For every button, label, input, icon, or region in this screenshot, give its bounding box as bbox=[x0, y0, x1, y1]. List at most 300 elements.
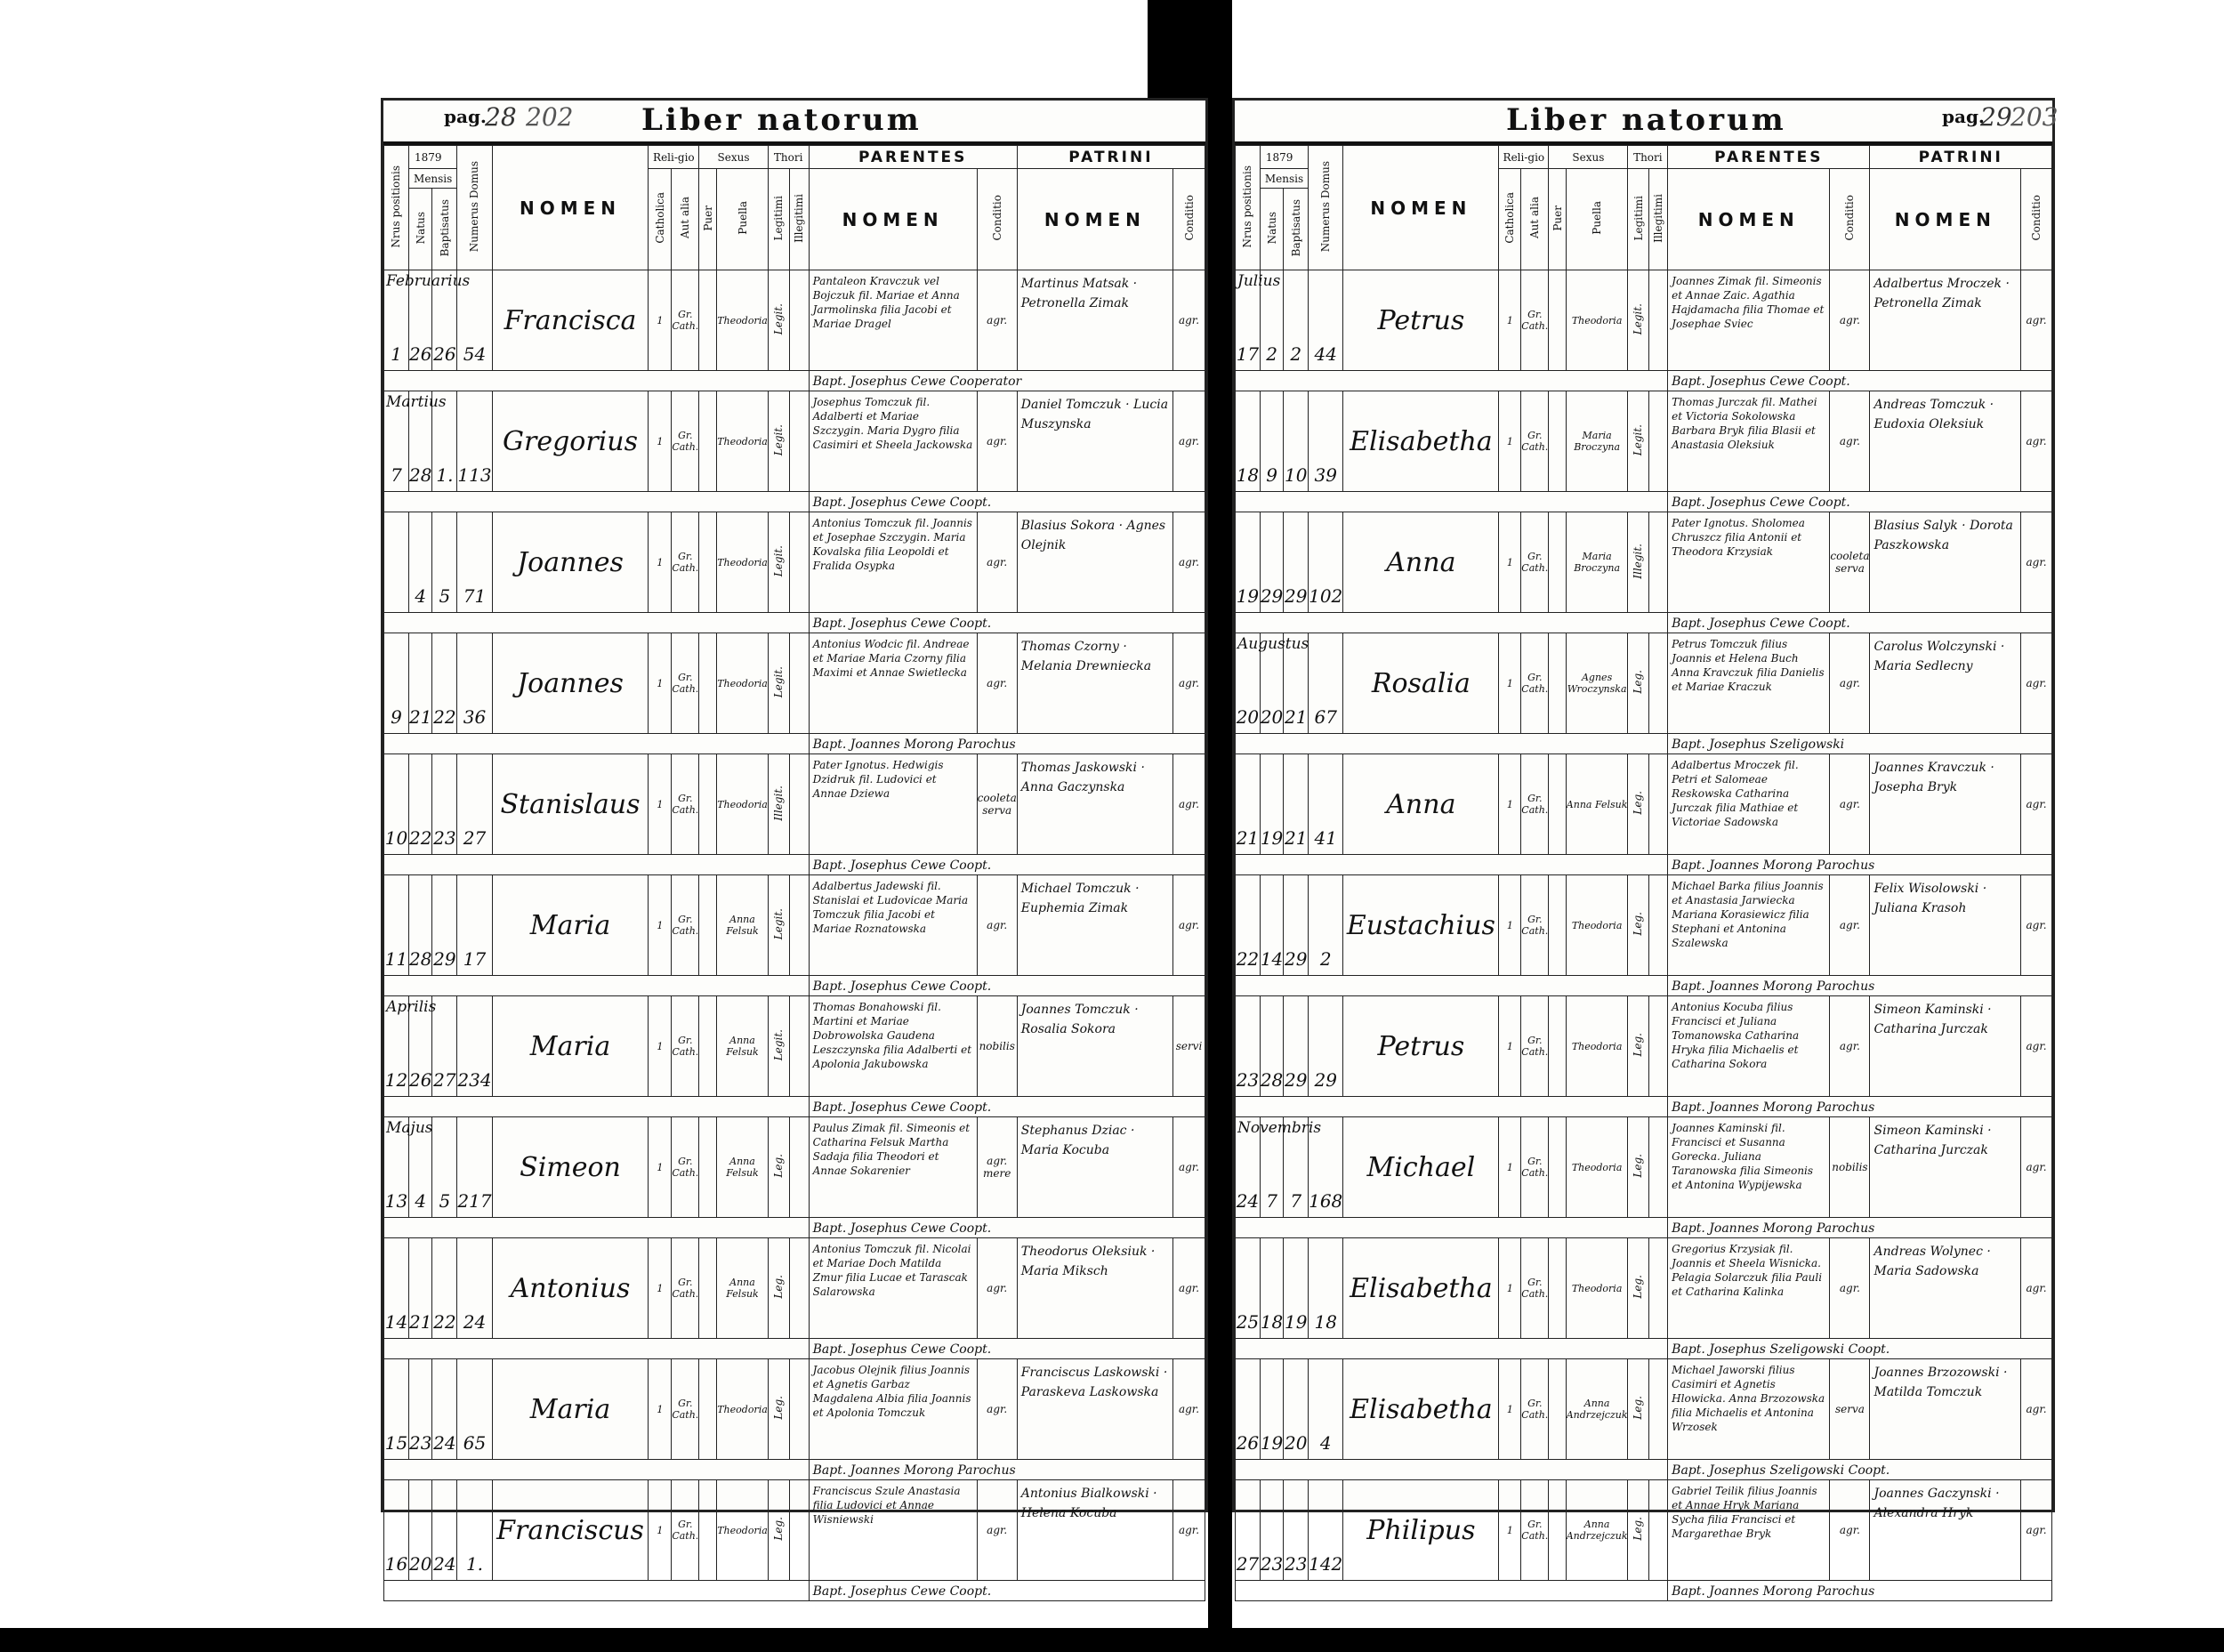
entry-sexus: Anna Felsuk bbox=[1566, 798, 1628, 810]
cell-nomen bbox=[1343, 633, 1499, 734]
entry-patrini: Michael Tomczuk · Euphemia Zimak bbox=[1020, 882, 1140, 915]
col-natus bbox=[1260, 189, 1283, 270]
cell-baptizans bbox=[809, 734, 1205, 754]
cell-nrus bbox=[1236, 270, 1281, 371]
entry-patrini-conditio: agr. bbox=[2026, 1282, 2047, 1294]
entry-baptisatus: 29 bbox=[433, 948, 456, 970]
cell-domus bbox=[1309, 512, 1343, 613]
entry-parentes-conditio: agr. bbox=[1839, 1282, 1860, 1294]
entry-domus: 1. bbox=[465, 1553, 484, 1575]
cell-puer bbox=[699, 875, 717, 976]
col-parentes bbox=[809, 146, 1017, 169]
entry-patrini: Thomas Jaskowski · Anna Gaczynska bbox=[1020, 761, 1145, 794]
religio-header: Reli-gio bbox=[1503, 150, 1545, 164]
baptizans-row bbox=[384, 976, 1205, 996]
cell-puella bbox=[717, 1238, 769, 1339]
cell-patrini-nomen bbox=[1870, 1117, 2021, 1218]
entry-name: Joannes bbox=[517, 667, 624, 699]
entry-religio: Gr. Cath. bbox=[1521, 1519, 1549, 1542]
cell-parentes-conditio bbox=[977, 1359, 1017, 1460]
entry-number: 14 bbox=[384, 1311, 408, 1333]
baptizans-row bbox=[384, 734, 1205, 754]
col-sexus bbox=[1549, 146, 1628, 169]
register-entry bbox=[1236, 875, 2052, 976]
cell-catholica: 1 bbox=[1499, 1117, 1521, 1218]
entry-thori: Legit. bbox=[771, 423, 785, 456]
baptizans-row bbox=[1236, 1581, 2052, 1601]
entry-domus: 17 bbox=[463, 948, 487, 970]
entry-natus: 21 bbox=[408, 1311, 432, 1333]
cell-baptisatus bbox=[1284, 270, 1309, 371]
cell-baptisatus bbox=[1284, 1359, 1309, 1460]
cell-aut-alia bbox=[672, 270, 699, 371]
cell-nrus bbox=[1236, 1117, 1322, 1218]
entry-baptisatus: 29 bbox=[1284, 1069, 1308, 1091]
entry-name: Elisabetha bbox=[1350, 1393, 1493, 1425]
entry-patrini-conditio: agr. bbox=[2026, 556, 2047, 568]
cell-illegitimi bbox=[1648, 1238, 1667, 1339]
entry-parentes: Antonius Tomczuk fil. Joannis et Josephae Szczygin. Maria Kovalska filia Leopoldi et Fralida Osypka bbox=[812, 517, 972, 572]
cell-domus bbox=[457, 391, 492, 492]
cell-legitimi bbox=[1628, 1117, 1648, 1218]
entry-parentes-conditio: agr. bbox=[1839, 677, 1860, 689]
entry-name: Anna bbox=[1386, 788, 1456, 820]
cell-patrini-conditio bbox=[2021, 1238, 2052, 1339]
cell-aut-alia bbox=[672, 1359, 699, 1460]
cell-natus bbox=[1260, 1238, 1283, 1339]
cell-parentes-conditio bbox=[1830, 1238, 1870, 1339]
entry-thori: Legit. bbox=[771, 907, 785, 940]
cell-aut-alia bbox=[1521, 1359, 1549, 1460]
cell-puer bbox=[699, 1238, 717, 1339]
baptizans-spacer bbox=[1236, 1339, 1668, 1359]
cell-parentes-nomen bbox=[809, 1117, 977, 1218]
cell-illegitimi bbox=[1648, 1117, 1667, 1218]
entry-patrini: Felix Wisolowski · Juliana Krasoh bbox=[1873, 882, 1987, 915]
entry-number: 20 bbox=[1236, 706, 1260, 728]
entry-thori: Leg. bbox=[1632, 1517, 1645, 1541]
entry-religio: Gr. Cath. bbox=[1521, 1156, 1549, 1179]
entry-patrini: Joannes Brzozowski · Matilda Tomczuk bbox=[1873, 1366, 2008, 1399]
scan-gutter bbox=[1148, 0, 1208, 98]
scan-border-bottom bbox=[0, 1628, 2224, 1652]
cell-catholica: 1 bbox=[649, 270, 672, 371]
entry-parentes: Joannes Zimak fil. Simeonis et Annae Zaic. Agathia Hajdamacha filia Thomae et Josephae Sviec bbox=[1672, 275, 1825, 330]
entry-religio: Gr. Cath. bbox=[672, 551, 699, 574]
baptizans-row bbox=[1236, 371, 2052, 391]
baptizans-spacer bbox=[1236, 1218, 1668, 1238]
entry-sexus: Theodoria bbox=[1571, 314, 1623, 326]
sexus-header: Sexus bbox=[717, 150, 750, 164]
cell-puella bbox=[717, 1117, 769, 1218]
col-patrini-nomen bbox=[1017, 169, 1172, 270]
entry-patrini-conditio: agr. bbox=[2026, 1403, 2047, 1415]
page-number: 29 bbox=[1980, 102, 2012, 132]
cell-illegitimi bbox=[1648, 633, 1667, 734]
header-row bbox=[1236, 146, 2052, 169]
cell-puella bbox=[717, 1480, 769, 1581]
col-illegitimi bbox=[1648, 169, 1667, 270]
cell-parentes-nomen bbox=[809, 391, 977, 492]
cell-illegitimi bbox=[1648, 391, 1667, 492]
cell-puella bbox=[1566, 270, 1628, 371]
cell-baptisatus bbox=[432, 1117, 457, 1218]
cell-patrini-conditio bbox=[2021, 391, 2052, 492]
entry-patrini-conditio: agr. bbox=[1178, 798, 1200, 810]
entry-name: Michael bbox=[1366, 1151, 1476, 1183]
cell-patrini-nomen bbox=[1017, 633, 1172, 734]
entry-religio: Gr. Cath. bbox=[1521, 1035, 1549, 1058]
entry-natus: 28 bbox=[408, 948, 432, 970]
mensis-header: Mensis bbox=[414, 172, 453, 185]
register-entry bbox=[384, 512, 1205, 613]
entry-baptizans: Bapt. Josephus Cewe Coopt. bbox=[812, 1584, 992, 1599]
cell-natus bbox=[1260, 512, 1283, 613]
col-catholica bbox=[1499, 169, 1521, 270]
cell-baptizans bbox=[1668, 1460, 2052, 1480]
entry-month: Majus bbox=[386, 1119, 433, 1137]
cell-parentes-conditio bbox=[977, 391, 1017, 492]
entry-name: Joannes bbox=[517, 546, 624, 578]
cell-illegitimi bbox=[1648, 512, 1667, 613]
cell-parentes-nomen bbox=[1668, 1238, 1830, 1339]
entry-natus: 19 bbox=[1260, 827, 1284, 849]
register-entry bbox=[384, 754, 1205, 855]
cell-domus bbox=[457, 875, 492, 976]
cell-catholica: 1 bbox=[649, 633, 672, 734]
col-puella bbox=[717, 169, 769, 270]
cell-baptizans bbox=[1668, 492, 2052, 512]
cell-natus bbox=[408, 875, 431, 976]
cell-illegitimi bbox=[789, 1359, 809, 1460]
cell-catholica: 1 bbox=[649, 996, 672, 1097]
register-entry bbox=[384, 875, 1205, 976]
entry-thori: Leg. bbox=[1632, 1033, 1645, 1057]
cell-baptisatus bbox=[1284, 1238, 1309, 1339]
cell-baptisatus bbox=[432, 1359, 457, 1460]
register-entry bbox=[384, 270, 1205, 371]
baptizans-spacer bbox=[384, 492, 810, 512]
cell-catholica: 1 bbox=[649, 1359, 672, 1460]
entry-number: 13 bbox=[384, 1190, 408, 1212]
cell-catholica: 1 bbox=[649, 1117, 672, 1218]
entry-baptizans: Bapt. Josephus Szeligowski bbox=[1672, 737, 1845, 752]
cell-legitimi bbox=[1628, 996, 1648, 1097]
cell-natus bbox=[408, 1359, 431, 1460]
entry-patrini: Blasius Sokora · Agnes Olejnik bbox=[1020, 519, 1166, 552]
cell-nomen bbox=[1343, 1359, 1499, 1460]
entry-parentes-conditio: nobilis bbox=[979, 1040, 1015, 1052]
cell-patrini-conditio bbox=[2021, 875, 2052, 976]
col-nomen bbox=[1343, 146, 1499, 270]
entry-patrini: Carolus Wolczynski · Maria Sedlecny bbox=[1873, 640, 2005, 673]
entry-religio: Gr. Cath. bbox=[1521, 1277, 1549, 1300]
entry-baptizans: Bapt. Josephus Cewe Coopt. bbox=[1672, 616, 1850, 631]
cell-puer bbox=[1549, 391, 1566, 492]
cell-parentes-conditio bbox=[1830, 875, 1870, 976]
entry-patrini: Stephanus Dziac · Maria Kocuba bbox=[1020, 1124, 1135, 1157]
cell-aut-alia bbox=[1521, 754, 1549, 855]
cell-puer bbox=[1549, 754, 1566, 855]
entry-number: 15 bbox=[384, 1432, 408, 1454]
cell-baptizans bbox=[809, 1097, 1205, 1117]
entry-natus: 21 bbox=[408, 706, 432, 728]
entry-baptisatus: 7 bbox=[1290, 1190, 1302, 1212]
cell-domus bbox=[457, 1238, 492, 1339]
col-religio bbox=[1499, 146, 1549, 169]
baptizans-row bbox=[384, 1097, 1205, 1117]
cell-baptisatus bbox=[1284, 391, 1309, 492]
cell-illegitimi bbox=[1648, 1359, 1667, 1460]
entry-baptisatus: 29 bbox=[1284, 585, 1308, 607]
entry-thori: Leg. bbox=[1632, 1154, 1645, 1178]
patrini-nomen-header: NOMEN bbox=[1044, 208, 1146, 230]
baptizans-spacer bbox=[384, 1097, 810, 1117]
register-entry bbox=[1236, 1238, 2052, 1339]
cell-aut-alia bbox=[1521, 1117, 1549, 1218]
cell-patrini-conditio bbox=[1173, 270, 1205, 371]
cell-patrini-nomen bbox=[1017, 1480, 1172, 1581]
register-entry bbox=[1236, 391, 2052, 492]
cell-legitimi bbox=[1628, 633, 1648, 734]
cell-puer bbox=[699, 391, 717, 492]
entry-number: 27 bbox=[1236, 1553, 1260, 1575]
entry-baptizans: Bapt. Josephus Szeligowski Coopt. bbox=[1672, 1463, 1890, 1478]
cell-patrini-conditio bbox=[2021, 1117, 2052, 1218]
entry-parentes-conditio: agr. bbox=[1839, 919, 1860, 931]
cell-nrus bbox=[1236, 1480, 1261, 1581]
cell-aut-alia bbox=[672, 754, 699, 855]
entry-baptizans: Bapt. Josephus Cewe Coopt. bbox=[812, 858, 992, 873]
cell-catholica: 1 bbox=[649, 512, 672, 613]
cell-parentes-nomen bbox=[809, 633, 977, 734]
entry-thori: Legit. bbox=[1632, 423, 1645, 456]
entry-patrini-conditio: agr. bbox=[2026, 314, 2047, 326]
cell-nomen bbox=[1343, 754, 1499, 855]
cell-puer bbox=[699, 512, 717, 613]
entry-thori: Leg. bbox=[771, 1396, 785, 1420]
cell-baptizans bbox=[1668, 613, 2052, 633]
register-entry bbox=[1236, 270, 2052, 371]
entry-baptisatus: 22 bbox=[433, 1311, 456, 1333]
col-nrus bbox=[1236, 146, 1261, 270]
entry-parentes: Pantaleon Kravczuk vel Bojczuk fil. Mariae et Anna Jarmolinska filia Jacobi et Mariae Dragel bbox=[812, 275, 960, 330]
cell-baptizans bbox=[1668, 855, 2052, 875]
baptizans-spacer bbox=[1236, 855, 1668, 875]
entry-baptizans: Bapt. Josephus Cewe Coopt. bbox=[1672, 375, 1850, 389]
cell-catholica: 1 bbox=[649, 1238, 672, 1339]
thori-header: Thori bbox=[773, 150, 803, 164]
entry-domus: 2 bbox=[1319, 948, 1332, 970]
cell-patrini-conditio bbox=[1173, 996, 1205, 1097]
entry-number: 23 bbox=[1236, 1069, 1260, 1091]
cell-nomen bbox=[1343, 1480, 1499, 1581]
entry-patrini-conditio: agr. bbox=[2026, 1524, 2047, 1536]
entry-domus: 4 bbox=[1319, 1432, 1332, 1454]
cell-parentes-conditio bbox=[1830, 512, 1870, 613]
col-baptisatus bbox=[432, 189, 457, 270]
entry-religio: Gr. Cath. bbox=[672, 672, 699, 695]
cell-natus bbox=[1260, 996, 1283, 1097]
entry-patrini-conditio: agr. bbox=[1178, 1282, 1200, 1294]
cell-puella bbox=[717, 633, 769, 734]
cell-parentes-nomen bbox=[1668, 1480, 1830, 1581]
entry-religio: Gr. Cath. bbox=[1521, 1398, 1549, 1421]
cell-natus bbox=[1260, 875, 1283, 976]
cell-puer bbox=[1549, 633, 1566, 734]
cell-nomen bbox=[492, 270, 649, 371]
cell-parentes-nomen bbox=[1668, 875, 1830, 976]
cell-baptisatus bbox=[1284, 1480, 1309, 1581]
cell-baptizans bbox=[1668, 1218, 2052, 1238]
entry-domus: 18 bbox=[1314, 1311, 1337, 1333]
register-entry bbox=[384, 1117, 1205, 1218]
cell-puella bbox=[1566, 1117, 1628, 1218]
cell-legitimi bbox=[768, 1480, 789, 1581]
cell-puer bbox=[1549, 512, 1566, 613]
cell-parentes-nomen bbox=[809, 1238, 977, 1339]
entry-baptisatus: 21 bbox=[1284, 706, 1308, 728]
sexus-header: Sexus bbox=[1572, 150, 1605, 164]
cell-nrus bbox=[1236, 1238, 1261, 1339]
entry-patrini: Joannes Kravczuk · Josepha Bryk bbox=[1873, 761, 1994, 794]
entry-sexus: Theodoria bbox=[717, 1524, 768, 1536]
entry-natus: 14 bbox=[1260, 948, 1284, 970]
entry-patrini-conditio: agr. bbox=[2026, 798, 2047, 810]
entry-patrini: Thomas Czorny · Melania Drewniecka bbox=[1020, 640, 1152, 673]
cell-patrini-nomen bbox=[1017, 875, 1172, 976]
cell-puella bbox=[1566, 512, 1628, 613]
thori-header: Thori bbox=[1633, 150, 1663, 164]
entry-sexus: Theodoria bbox=[1571, 919, 1623, 931]
entry-number: 22 bbox=[1236, 948, 1260, 970]
cell-puer bbox=[1549, 1238, 1566, 1339]
entry-parentes: Pater Ignotus. Hedwigis Dzidruk fil. Ludovici et Annae Dziewa bbox=[812, 759, 944, 800]
col-patrini-nomen bbox=[1870, 169, 2021, 270]
baptizans-row bbox=[1236, 492, 2052, 512]
cell-patrini-conditio bbox=[2021, 1359, 2052, 1460]
entry-patrini: Joannes Tomczuk · Rosalia Sokora bbox=[1020, 1003, 1139, 1036]
entry-baptisatus: 23 bbox=[1284, 1553, 1308, 1575]
entry-sexus: Maria Broczyna bbox=[1574, 551, 1620, 574]
entry-parentes: Gregorius Krzysiak fil. Joannis et Sheela Wisnicka. Pelagia Solarczuk filia Pauli et Catharina Kalinka bbox=[1672, 1243, 1823, 1298]
entry-baptizans: Bapt. Josephus Cewe Coopt. bbox=[1672, 496, 1850, 510]
cell-domus bbox=[457, 633, 492, 734]
cell-patrini-conditio bbox=[2021, 270, 2052, 371]
baptizans-row bbox=[384, 1581, 1205, 1601]
cell-parentes-nomen bbox=[809, 1480, 977, 1581]
parentes-nomen-header: NOMEN bbox=[1697, 208, 1800, 230]
entry-baptizans: Bapt. Joannes Morong Parochus bbox=[1672, 1584, 1875, 1599]
entry-religio: Gr. Cath. bbox=[1521, 551, 1549, 574]
illegitimi-header: Illegitimi bbox=[1651, 193, 1664, 243]
entry-natus: 4 bbox=[415, 1190, 427, 1212]
cell-legitimi bbox=[768, 1238, 789, 1339]
cell-patrini-nomen bbox=[1870, 1238, 2021, 1339]
entry-patrini-conditio: agr. bbox=[1178, 1524, 1200, 1536]
entry-parentes: Antonius Kocuba filius Francisci et Juliana Tomanowska Catharina Hryka filia Michaelis et Catharina Sokora bbox=[1672, 1001, 1800, 1070]
entry-baptizans: Bapt. Josephus Cewe Coopt. bbox=[812, 1342, 992, 1357]
entry-religio: Gr. Cath. bbox=[672, 309, 699, 332]
cell-parentes-nomen bbox=[809, 512, 977, 613]
entry-baptizans: Bapt. Josephus Cewe Coopt. bbox=[812, 979, 992, 994]
baptizans-spacer bbox=[1236, 1581, 1668, 1601]
entry-thori: Illegit. bbox=[1632, 543, 1645, 579]
entry-baptizans: Bapt. Josephus Cewe Coopt. bbox=[812, 1100, 992, 1115]
col-illegitimi bbox=[789, 169, 809, 270]
entry-parentes: Michael Jaworski filius Casimiri et Agnetis Hlowicka. Anna Brzozowska filia Michaelis et Antonina Wrzosek bbox=[1672, 1364, 1825, 1433]
cell-domus bbox=[1309, 875, 1343, 976]
cell-parentes-nomen bbox=[809, 270, 977, 371]
baptizans-row bbox=[384, 492, 1205, 512]
entry-parentes: Michael Barka filius Joannis et Anastasia Jarwiecka Mariana Korasiewicz filia Stephani et Antonina Szalewska bbox=[1672, 880, 1824, 949]
entry-baptizans: Bapt. Joannes Morong Parochus bbox=[1672, 1100, 1875, 1115]
col-catholica bbox=[649, 169, 672, 270]
cell-baptisatus bbox=[1284, 754, 1309, 855]
entry-baptisatus: 27 bbox=[433, 1069, 456, 1091]
cell-legitimi bbox=[768, 996, 789, 1097]
col-aut-alia bbox=[1521, 169, 1549, 270]
entry-parentes: Adalbertus Jadewski fil. Stanislai et Ludovicae Maria Tomczuk filia Jacobi et Mariae Roznatowska bbox=[812, 880, 969, 935]
cell-patrini-conditio bbox=[2021, 754, 2052, 855]
entry-natus: 26 bbox=[408, 1069, 432, 1091]
entry-name: Petrus bbox=[1377, 304, 1465, 336]
cell-puer bbox=[699, 754, 717, 855]
entry-parentes-conditio: agr. bbox=[1839, 435, 1860, 447]
baptizans-row bbox=[384, 1339, 1205, 1359]
page-header bbox=[1235, 101, 2059, 145]
entry-natus: 28 bbox=[1260, 1069, 1284, 1091]
entry-thori: Legit. bbox=[771, 665, 785, 698]
cell-puella bbox=[717, 754, 769, 855]
cell-nomen bbox=[1343, 875, 1499, 976]
cell-catholica: 1 bbox=[1499, 754, 1521, 855]
baptizans-row bbox=[1236, 1097, 2052, 1117]
cell-aut-alia bbox=[1521, 1480, 1549, 1581]
legitimi-header: Legitimi bbox=[772, 195, 786, 241]
cell-puella bbox=[1566, 1238, 1628, 1339]
entry-baptizans: Bapt. Josephus Cewe Coopt. bbox=[812, 1221, 992, 1236]
cell-puer bbox=[1549, 1359, 1566, 1460]
entry-parentes: Petrus Tomczuk filius Joannis et Helena Buch Anna Kravczuk filia Danielis et Mariae Kraczuk bbox=[1672, 638, 1825, 693]
cell-puella bbox=[717, 1359, 769, 1460]
puer-header: Puer bbox=[701, 205, 714, 231]
entry-natus: 2 bbox=[1266, 343, 1277, 365]
cell-baptizans bbox=[1668, 1339, 2052, 1359]
entry-sexus: Anna Felsuk bbox=[726, 1156, 759, 1179]
cell-nomen bbox=[492, 1117, 649, 1218]
entry-patrini-conditio: agr. bbox=[2026, 919, 2047, 931]
cell-illegitimi bbox=[789, 1117, 809, 1218]
entry-baptisatus: 24 bbox=[433, 1432, 456, 1454]
entry-parentes-conditio: agr. bbox=[1839, 798, 1860, 810]
entry-thori: Leg. bbox=[1632, 670, 1645, 694]
cell-parentes-conditio bbox=[977, 754, 1017, 855]
cell-patrini-nomen bbox=[1870, 1359, 2021, 1460]
cell-natus bbox=[1260, 1480, 1283, 1581]
baptizans-row bbox=[1236, 855, 2052, 875]
entry-domus: 24 bbox=[463, 1311, 487, 1333]
cell-legitimi bbox=[768, 633, 789, 734]
cell-patrini-conditio bbox=[1173, 633, 1205, 734]
entry-domus: 113 bbox=[457, 464, 492, 486]
cell-illegitimi bbox=[789, 875, 809, 976]
register-entry bbox=[384, 1359, 1205, 1460]
cell-patrini-nomen bbox=[1017, 1359, 1172, 1460]
entry-patrini-conditio: agr. bbox=[2026, 677, 2047, 689]
entry-parentes: Josephus Tomczuk fil. Adalberti et Mariae Szczygin. Maria Dygro filia Casimiri et Sheela Jackowska bbox=[812, 396, 973, 451]
entry-patrini-conditio: servi bbox=[1175, 1040, 1203, 1052]
